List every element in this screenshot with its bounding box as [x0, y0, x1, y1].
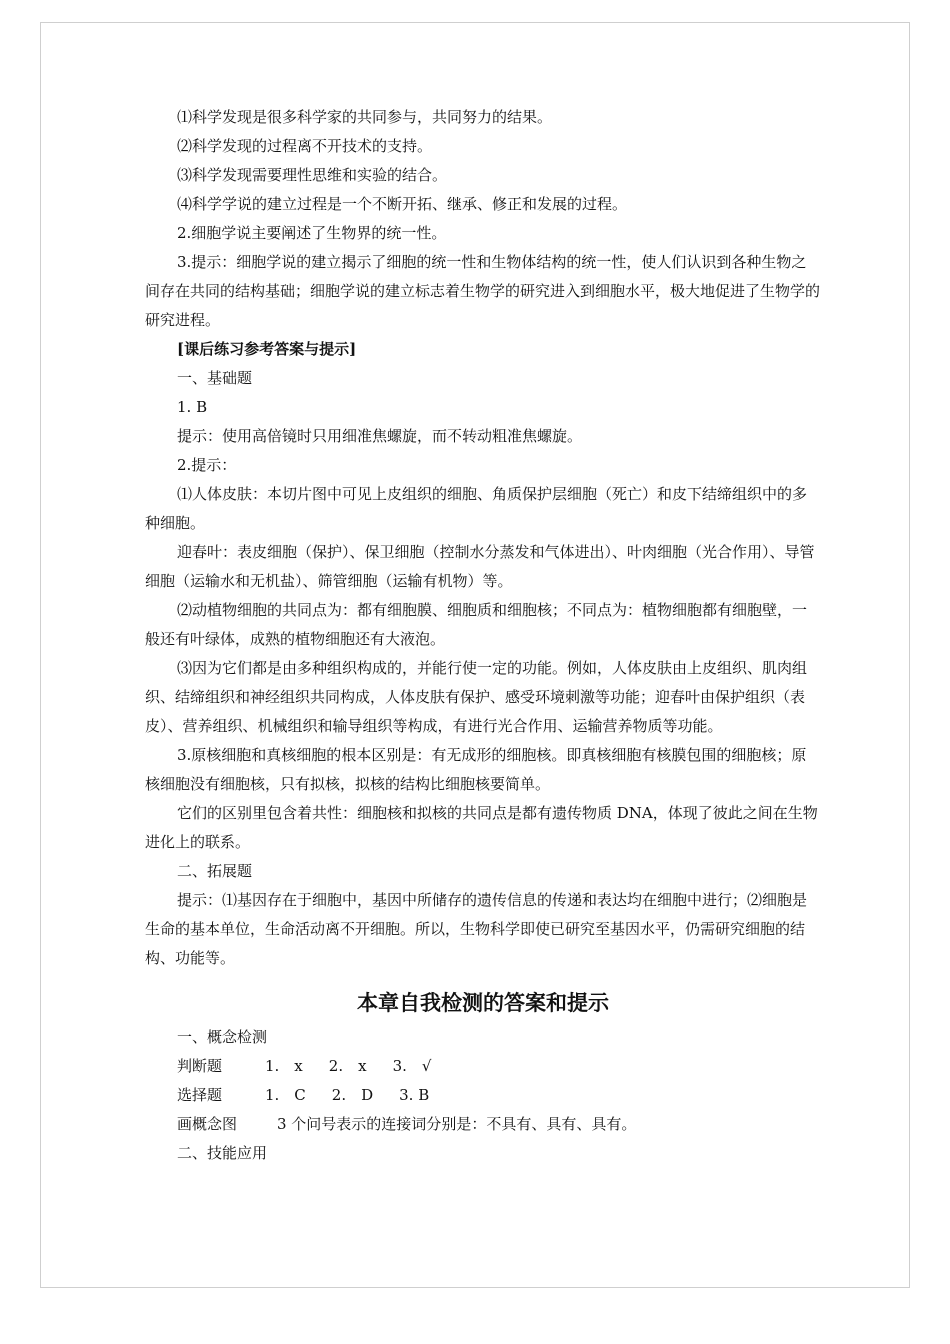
paragraph: ⑵动植物细胞的共同点为：都有细胞膜、细胞质和细胞核；不同点为：植物细胞都有细胞壁，一般还有叶绿体，成熟的植物细胞还有大液泡。: [145, 601, 808, 648]
paragraph: 1. B: [177, 398, 208, 416]
choice-item: 3. B: [399, 1086, 430, 1104]
paragraph: 迎春叶：表皮细胞（保护）、保卫细胞（控制水分蒸发和气体进出）、叶肉细胞（光合作用）、导管细胞（运输水和无机盐）、筛管细胞（运输有机物）等。: [145, 543, 815, 590]
paragraph: 3.提示：细胞学说的建立揭示了细胞的统一性和生物体结构的统一性，使人们认识到各种生物之间存在共同的结构基础；细胞学说的建立标志着生物学的研究进入到细胞水平，极大地促进了生物学的研究进程。: [145, 253, 821, 329]
subheading-basic: 一、基础题: [177, 369, 253, 387]
judge-item: 1. x: [265, 1057, 303, 1075]
choice-item: 2. D: [331, 1086, 374, 1104]
paragraph: 2.细胞学说主要阐述了生物界的统一性。: [177, 224, 447, 242]
paragraph: ⑴人体皮肤：本切片图中可见上皮组织的细胞、角质保护层细胞（死亡）和皮下结缔组织中的多种细胞。: [145, 485, 808, 532]
paragraph: ⑴科学发现是很多科学家的共同参与，共同努力的结果。: [177, 108, 553, 126]
document-body: [145, 103, 821, 1168]
paragraph: ⑶科学发现需要理性思维和实验的结合。: [177, 166, 448, 184]
skill-heading: 二、技能应用: [177, 1144, 268, 1162]
concept-map-row: [145, 1110, 821, 1139]
section-title: 本章自我检测的答案和提示: [357, 991, 609, 1015]
concept-heading: 一、概念检测: [177, 1028, 268, 1046]
section-heading-exercises: [课后练习参考答案与提示]: [177, 340, 357, 358]
paragraph: ⑵科学发现的过程离不开技术的支持。: [177, 137, 433, 155]
paragraph: 提示：⑴基因存在于细胞中，基因中所储存的遗传信息的传递和表达均在细胞中进行；⑵细胞是生命的基本单位，生命活动离不开细胞。所以，生物科学即使已研究至基因水平，仍需研究细胞的结构、功能等。: [145, 891, 808, 967]
judge-label: 判断题: [177, 1057, 223, 1075]
concept-map-label: 画概念图: [177, 1115, 238, 1133]
paragraph: 它们的区别里包含着共性：细胞核和拟核的共同点是都有遗传物质 DNA，体现了彼此之间在生物进化上的联系。: [145, 804, 818, 851]
paragraph: 3.原核细胞和真核细胞的根本区别是：有无成形的细胞核。即真核细胞有核膜包围的细胞核；原核细胞没有细胞核，只有拟核，拟核的结构比细胞核要简单。: [145, 746, 807, 793]
judge-item: 2. x: [328, 1057, 367, 1075]
choice-label: 选择题: [177, 1086, 223, 1104]
choice-row: [145, 1081, 821, 1110]
judge-item: 3. √: [392, 1057, 432, 1075]
concept-map-text: 3 个问号表示的连接词分别是：不具有、具有、具有。: [277, 1115, 637, 1133]
paragraph: ⑶因为它们都是由多种组织构成的，并能行使一定的功能。例如，人体皮肤由上皮组织、肌肉组织、结缔组织和神经组织共同构成，人体皮肤有保护、感受环境刺激等功能；迎春叶由保护组织（表皮）、营养组织、机械组织和输导组织等构成，有进行光合作用、运输营养物质等功能。: [145, 659, 808, 735]
judge-row: [145, 1052, 821, 1081]
paragraph: 2.提示：: [177, 456, 237, 474]
subheading-extension: 二、拓展题: [177, 862, 253, 880]
choice-item: 1. C: [265, 1086, 306, 1104]
paragraph: ⑷科学学说的建立过程是一个不断开拓、继承、修正和发展的过程。: [177, 195, 628, 213]
paragraph: 提示：使用高倍镜时只用细准焦螺旋，而不转动粗准焦螺旋。: [177, 427, 583, 445]
